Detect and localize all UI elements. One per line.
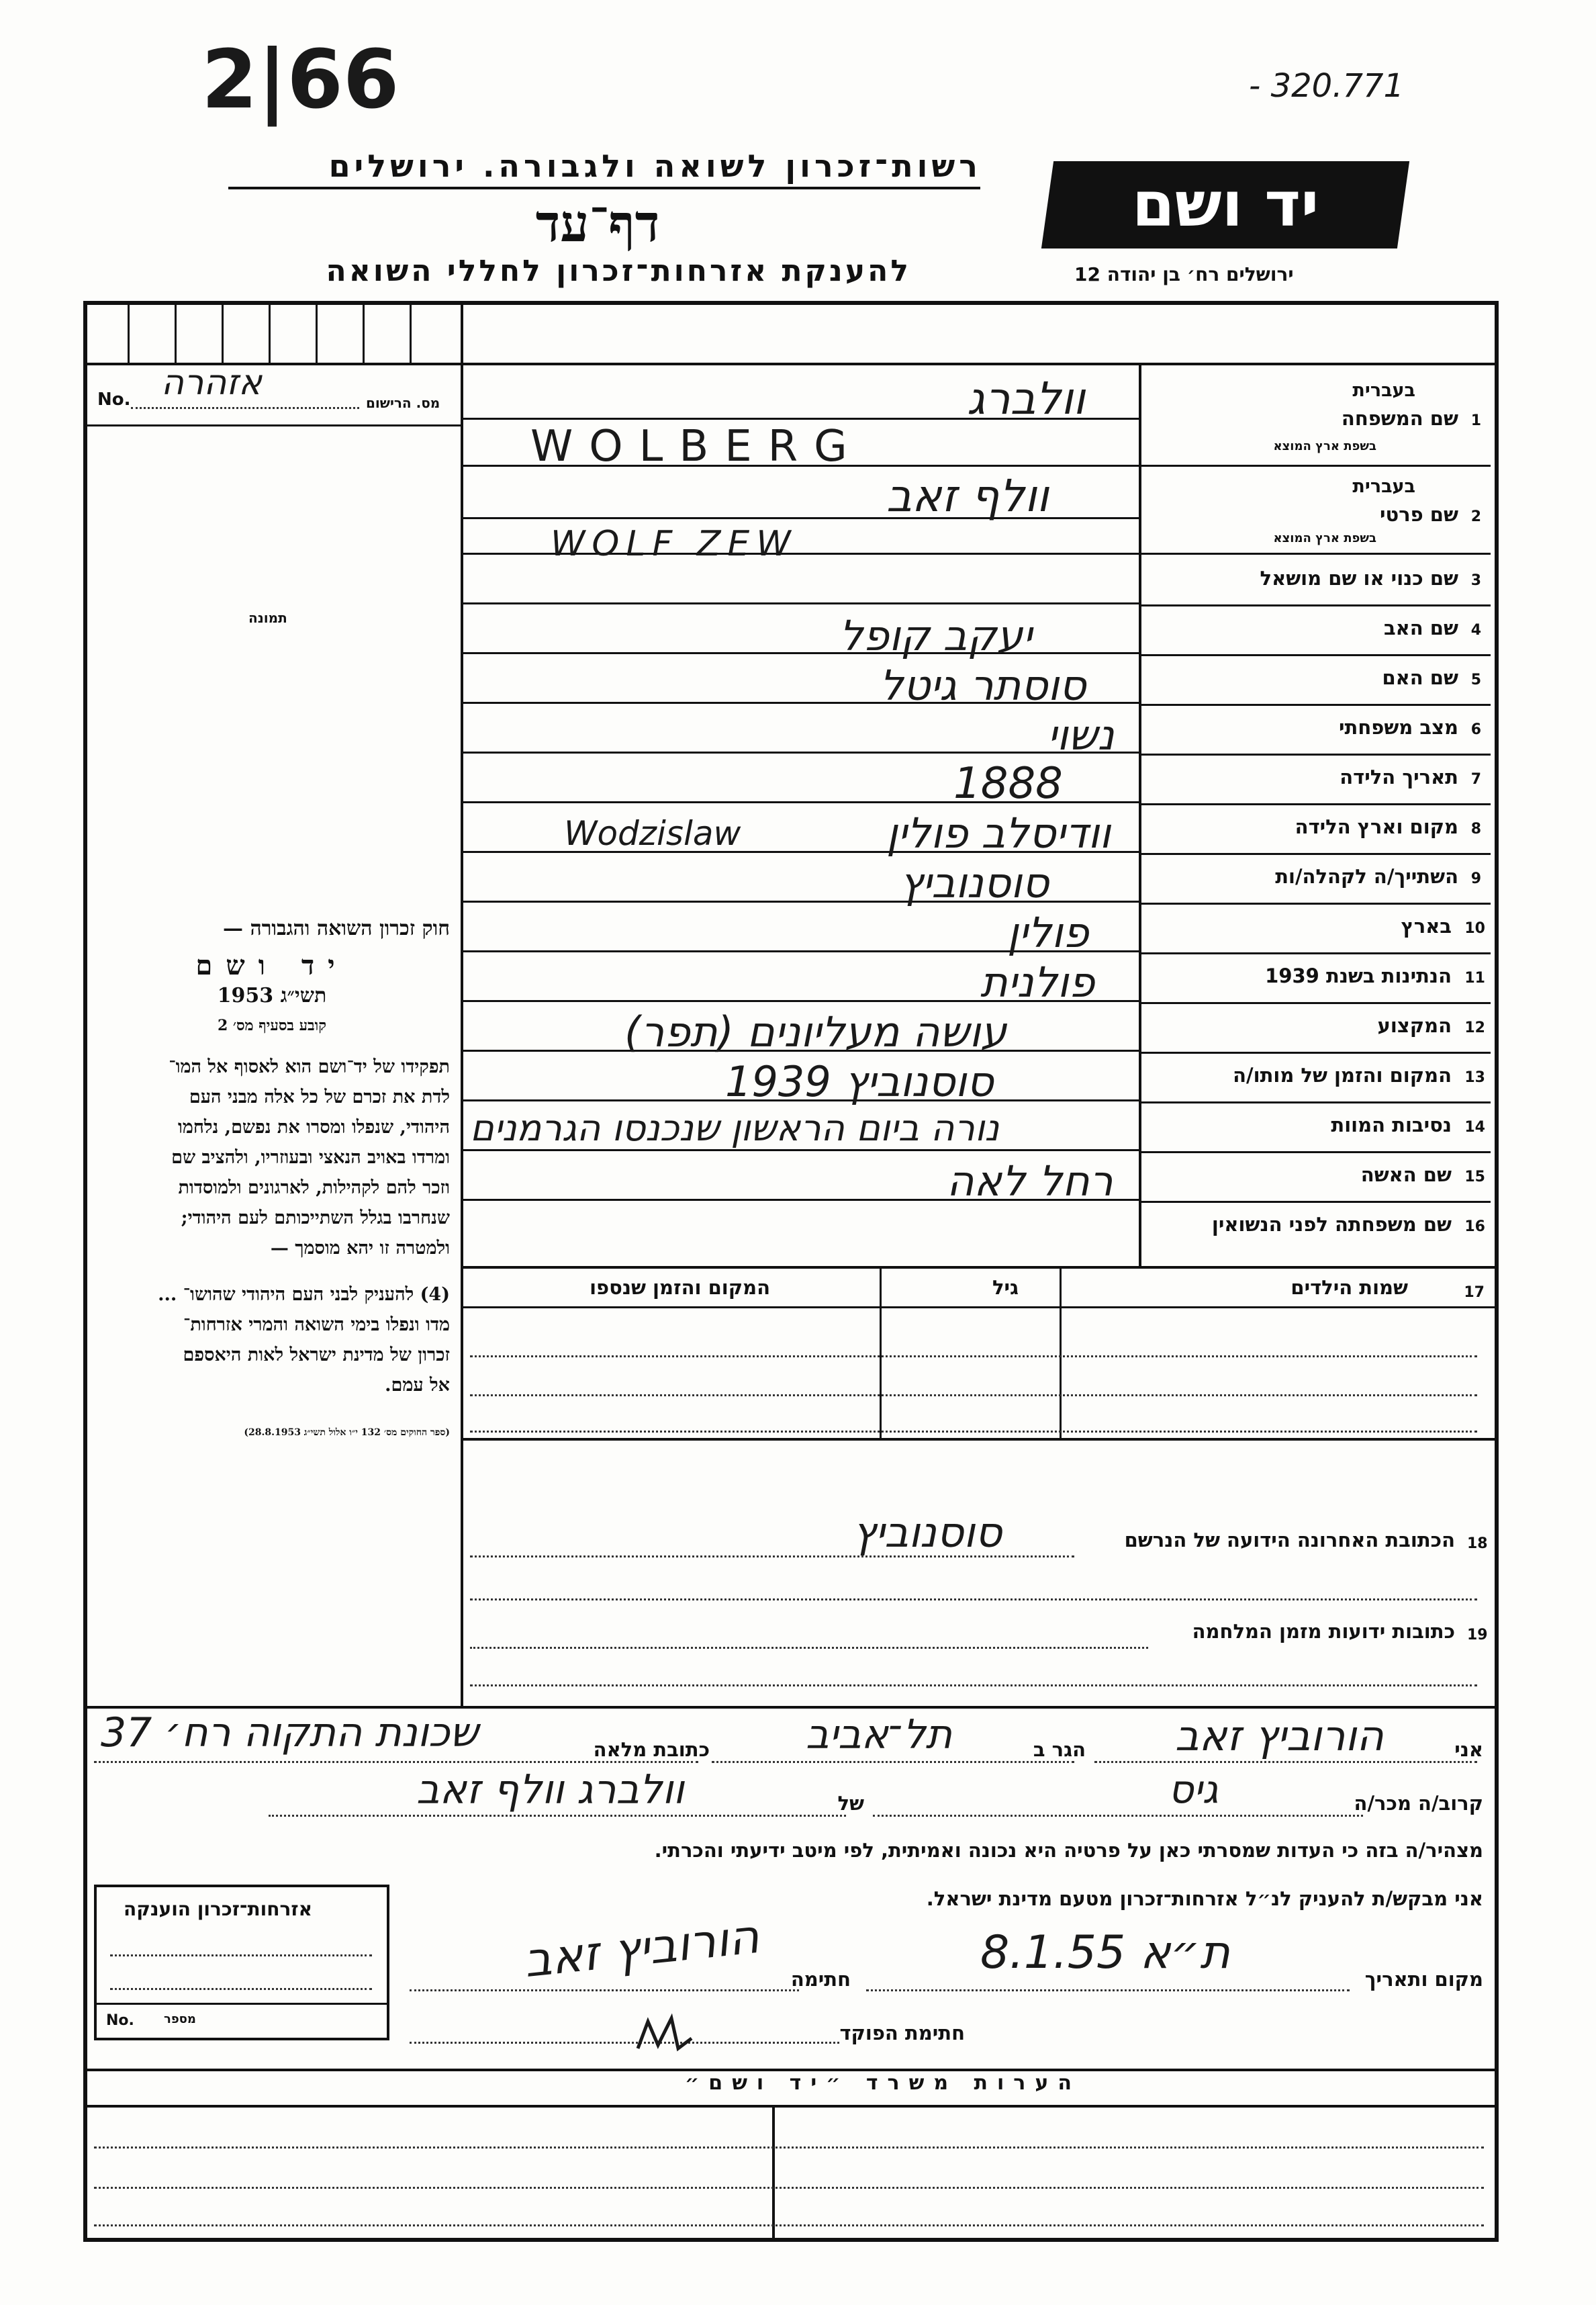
field-14-row (1141, 1101, 1491, 1153)
law-title: חוק זכרון השואה והגבורה — (223, 917, 450, 940)
law-body-line: היהודי, שנפלו ומסרו את נפשם, נלחמו (177, 1117, 450, 1138)
photo-label: תמונה (248, 610, 287, 626)
field-9-row (1141, 853, 1491, 905)
field-6-label: מצב משפחתי (1338, 716, 1458, 739)
field-2-label: שם פרטי (1379, 503, 1458, 526)
header-title: דף־עד (535, 193, 660, 253)
field-2-num: 2 (1470, 508, 1481, 525)
yad-vashem-logo (1041, 161, 1409, 248)
field-8-row (1141, 803, 1491, 855)
decl-officer: חתימת הפוקד (839, 2022, 965, 2044)
decl-signature: חתימה (790, 1968, 851, 1991)
logo-text: יד ושם (1131, 169, 1319, 240)
decl-resides-value: תל־אביב (806, 1711, 953, 1758)
decl-of: של (837, 1792, 864, 1815)
field-9-num: 9 (1470, 870, 1481, 887)
header-authority: רשות־זכרון לשואה ולגבורה. ירושלים (328, 148, 982, 184)
field-4-row (1141, 604, 1491, 656)
law-body-line: ולמטרה זו יהא מוסמך — (270, 1238, 450, 1259)
law-clause-line: אל עמם. (385, 1375, 450, 1396)
label-hebrew-2: בעברית (1352, 476, 1415, 497)
field-15-label: שם האשה (1360, 1163, 1452, 1186)
law-year: תשי״ג 1953 (217, 984, 327, 1007)
officer-signature (631, 2008, 712, 2062)
field-13-label: המקום והזמן של מותו/ה (1233, 1064, 1452, 1087)
field-13-value: סוסנוביץ 1939 (725, 1057, 994, 1106)
children-num: 17 (1464, 1284, 1485, 1301)
decl-statement: מצהיר/ה בזה כי העדות שמסרתי כאן על פרטיה היא נכונה ואמיתית, לפי מיטב ידיעתי והכרתי. (654, 1839, 1483, 1862)
stamp-box-title: אזרחות־זכרון הוענקה (124, 1898, 312, 1920)
field-12-value: עושה מעליונים (תפר) (624, 1007, 1007, 1056)
field-1-row (1141, 365, 1491, 467)
decl-address-label: כתובת מלאה (593, 1738, 710, 1761)
stamp-box-no: No. (106, 2012, 134, 2029)
field-12-row (1141, 1002, 1491, 1054)
field-10-num: 10 (1464, 920, 1485, 937)
field-13-row (1141, 1052, 1491, 1103)
field-16-label: שם משפחתה לפני הנשואין (1211, 1213, 1452, 1236)
field-14-value: נורה ביום הראשון שנכנסו הגרמנים (470, 1107, 1000, 1149)
field-7-value: 1888 (953, 759, 1063, 809)
field-18-value: סוסנוביץ (853, 1508, 1002, 1557)
field-8-label: מקום וארץ הלידה (1295, 815, 1458, 838)
field-18-num: 18 (1467, 1535, 1488, 1552)
field-6-row (1141, 704, 1491, 756)
decl-ani-value: הורוביץ זאב (1175, 1711, 1384, 1760)
law-clause-line: מדו ונפלו בימי השואה והמרי אזרחות־ (183, 1314, 450, 1335)
field-19-label: כתובות ידועות מזמן המלחמה (1192, 1620, 1455, 1643)
field-11-label: הנתינות בשנת 1939 (1265, 964, 1452, 987)
field-14-num: 14 (1464, 1119, 1485, 1136)
remarks-title: הערות משרד ״יד ושם״ (685, 2071, 1081, 2095)
field-1-value: וולברג (967, 373, 1086, 424)
field-4-num: 4 (1470, 622, 1481, 639)
decl-ani: אני (1454, 1738, 1483, 1761)
field-11-value: פולנית (980, 958, 1095, 1007)
decl-address-value: שכונת התקוה רח׳ 37 (101, 1709, 479, 1756)
stamp-box-number: מספר (164, 2012, 196, 2026)
decl-place-date: מקום ותאריך (1364, 1968, 1483, 1991)
field-1-value-latin: WOLBERG (530, 422, 863, 471)
field-5-row (1141, 654, 1491, 706)
field-7-num: 7 (1470, 771, 1481, 788)
field-3-label: שם כנוי או שם מושאל (1260, 567, 1458, 590)
field-6-num: 6 (1470, 721, 1481, 738)
field-14-label: נסיבות המוות (1331, 1114, 1452, 1136)
field-10-value: פולין (1007, 908, 1089, 957)
law-body-line: תפקידו של יד־ושם הוא לאסוף אל המו־ (169, 1056, 450, 1077)
decl-relative: קרוב/ה מכר/ה (1354, 1792, 1483, 1815)
field-10-row (1141, 903, 1491, 954)
reg-no-label: No. (97, 390, 131, 410)
reg-no-caption: מס. הרישום (366, 395, 440, 411)
decl-signature-value: הורוביץ זאב (521, 1908, 762, 1989)
field-1-label: שם המשפחה (1341, 407, 1458, 430)
field-8-num: 8 (1470, 821, 1481, 838)
header-subtitle: להענקת אזרחות־זכרון לחללי השואה (326, 254, 911, 288)
field-15-row (1141, 1151, 1491, 1203)
field-4-value: יעקב קופל (839, 611, 1033, 660)
field-9-label: השתייך/ה לקהלה/ות (1275, 865, 1458, 888)
label-hebrew-1: בעברית (1352, 380, 1415, 401)
law-clause-line: (4) להעניק לבני העם היהודי שהושו־ ... (158, 1284, 450, 1305)
field-4-label: שם האב (1383, 617, 1458, 639)
field-10-label: בארץ (1401, 915, 1452, 938)
field-8-value-latin: Wodzislaw (564, 814, 741, 853)
children-header-place: המקום והזמן שנספו (590, 1276, 770, 1299)
decl-of-value: וולברג וולף זאב (416, 1766, 684, 1813)
field-11-num: 11 (1464, 970, 1485, 987)
law-body-line: לדת את זכרם של כל אלה מבני העם (189, 1087, 450, 1108)
field-7-row (1141, 754, 1491, 805)
law-body-line: וזכר להם לקהילות, לארגונים ולמוסדות (178, 1177, 450, 1198)
field-1-num: 1 (1470, 412, 1481, 429)
reg-boxes (87, 305, 461, 363)
field-18-label: הכתובת האחרונה הידועה של הנרשם (1124, 1529, 1455, 1551)
field-9-value: סוסנוביץ (900, 858, 1049, 907)
decl-relative-value: גיס (1168, 1766, 1219, 1812)
top-right-annotation: - 320.771 (1249, 67, 1405, 105)
field-3-num: 3 (1470, 572, 1481, 589)
header-address: ירושלים רח׳ בן יהודה 12 (1074, 263, 1294, 285)
label-origin-2: בשפת ארץ המוצא (1273, 531, 1376, 545)
top-left-annotation: 2|66 (201, 34, 400, 127)
field-5-label: שם האם (1382, 666, 1458, 689)
field-12-label: המקצוע (1377, 1014, 1452, 1037)
field-15-value: רחל לאה (947, 1157, 1113, 1206)
field-2-value: וולף זאב (886, 470, 1049, 522)
reg-no-value: אזהרה (161, 363, 263, 403)
field-3-row (1141, 555, 1491, 606)
children-header-names: שמות הילדים (1290, 1276, 1408, 1299)
decl-resides: הגר ב (1033, 1738, 1086, 1761)
decl-request: אני מבקש/ת להעניק לנ״ל אזרחות־זכרון מטעם מדינת ישראל. (926, 1887, 1483, 1910)
field-15-num: 15 (1464, 1169, 1485, 1185)
field-6-value: נשוי (1047, 711, 1115, 760)
law-clause-line: זכרון של מדינת ישראל לאות היאספם (183, 1345, 450, 1365)
law-body-line: ומרדו באויב הנאצי ובעוזריו, ולהציב שם (171, 1147, 450, 1168)
law-block (94, 913, 450, 1448)
field-2-value-latin: WOLF ZEW (551, 524, 798, 564)
field-11-row (1141, 952, 1491, 1004)
stamp-box (94, 1885, 389, 2040)
field-12-num: 12 (1464, 1020, 1485, 1036)
field-16-row (1141, 1201, 1491, 1251)
field-2-row (1141, 467, 1491, 555)
field-13-num: 13 (1464, 1069, 1485, 1086)
law-body-line: שנחרבו בגלל השתייכותם לעם היהודי; (181, 1208, 450, 1228)
field-5-value: סוסתר גיטל (880, 661, 1086, 710)
field-19-num: 19 (1467, 1627, 1488, 1643)
law-ref: (ספר החוקים מס׳ 132 י״ו אלול תשי״ג 28.8.1953) (244, 1427, 450, 1438)
label-origin-1: בשפת ארץ המוצא (1273, 439, 1376, 453)
decl-place-date-value: ת״א 8.1.55 (980, 1926, 1230, 1979)
field-8-value: וודיסלב פולין (886, 809, 1111, 858)
field-16-num: 16 (1464, 1218, 1485, 1235)
law-section: קובע בסעיף מס׳ 2 (217, 1017, 327, 1034)
law-name: יד ושם (195, 950, 348, 981)
children-header-age: גיל (992, 1276, 1019, 1299)
field-5-num: 5 (1470, 672, 1481, 688)
field-7-label: תאריך הלידה (1340, 766, 1458, 788)
